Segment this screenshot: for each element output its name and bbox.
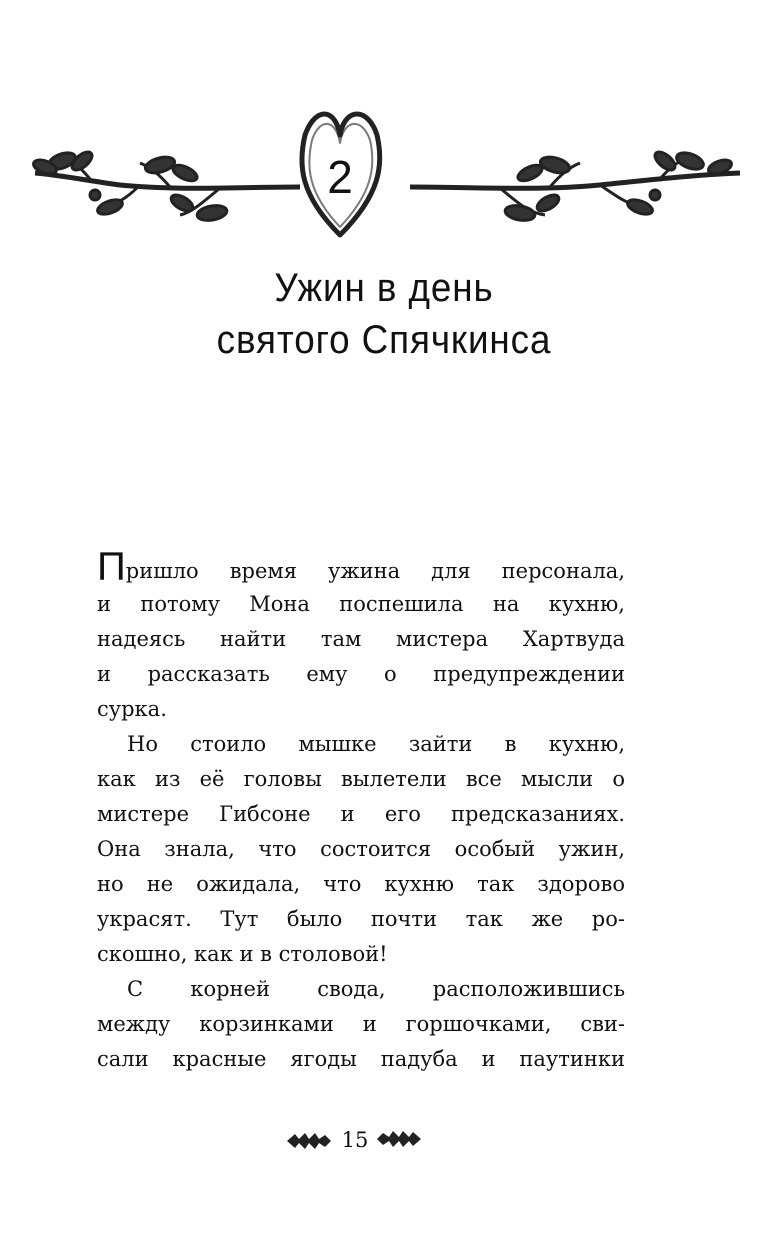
text-line: Она знала, что состоится особый ужин, [97, 837, 625, 861]
chapter-ornament [0, 95, 768, 255]
text-line: украсят. Тут было почти так же ро- [97, 907, 625, 931]
text-line: сали красные ягоды падуба и паутинки [97, 1047, 625, 1071]
text-line: Но стоило мышке зайти в кухню, [127, 732, 625, 756]
text-line: но не ожидала, что кухню так здорово [97, 872, 625, 896]
chapter-number: 2 [327, 151, 353, 203]
text-line: сурка. [97, 697, 167, 721]
text-line: Пришло время ужина для персонала, [97, 545, 625, 589]
page-number: 15 [341, 1128, 369, 1152]
body-text [97, 545, 625, 1077]
text-line: С корней свода, расположившись [127, 977, 625, 1001]
text-line: и рассказать ему о предупреждении [97, 662, 625, 686]
text-line: и потому Мона поспешила на кухню, [97, 592, 625, 616]
holly-leaf-left-icon [285, 1130, 333, 1152]
text-line: надеясь найти там мистера Хартвуда [97, 627, 625, 651]
text-line: мистере Гибсоне и его предсказаниях. [97, 802, 625, 826]
text-line: скошно, как и в столовой! [97, 942, 388, 966]
right-vine-icon [410, 149, 740, 223]
left-vine-icon [32, 149, 300, 223]
holly-leaf-right-icon [375, 1128, 423, 1150]
chapter-title-line2: святого Спячкинса [216, 318, 552, 362]
drop-cap: П [97, 545, 126, 589]
text-line: между корзинками и горшочками, сви- [97, 1012, 625, 1036]
text-line: как из её головы вылетели все мысли о [97, 767, 625, 791]
page-footer [0, 1122, 768, 1162]
chapter-title-line1: Ужин в день [274, 266, 494, 310]
